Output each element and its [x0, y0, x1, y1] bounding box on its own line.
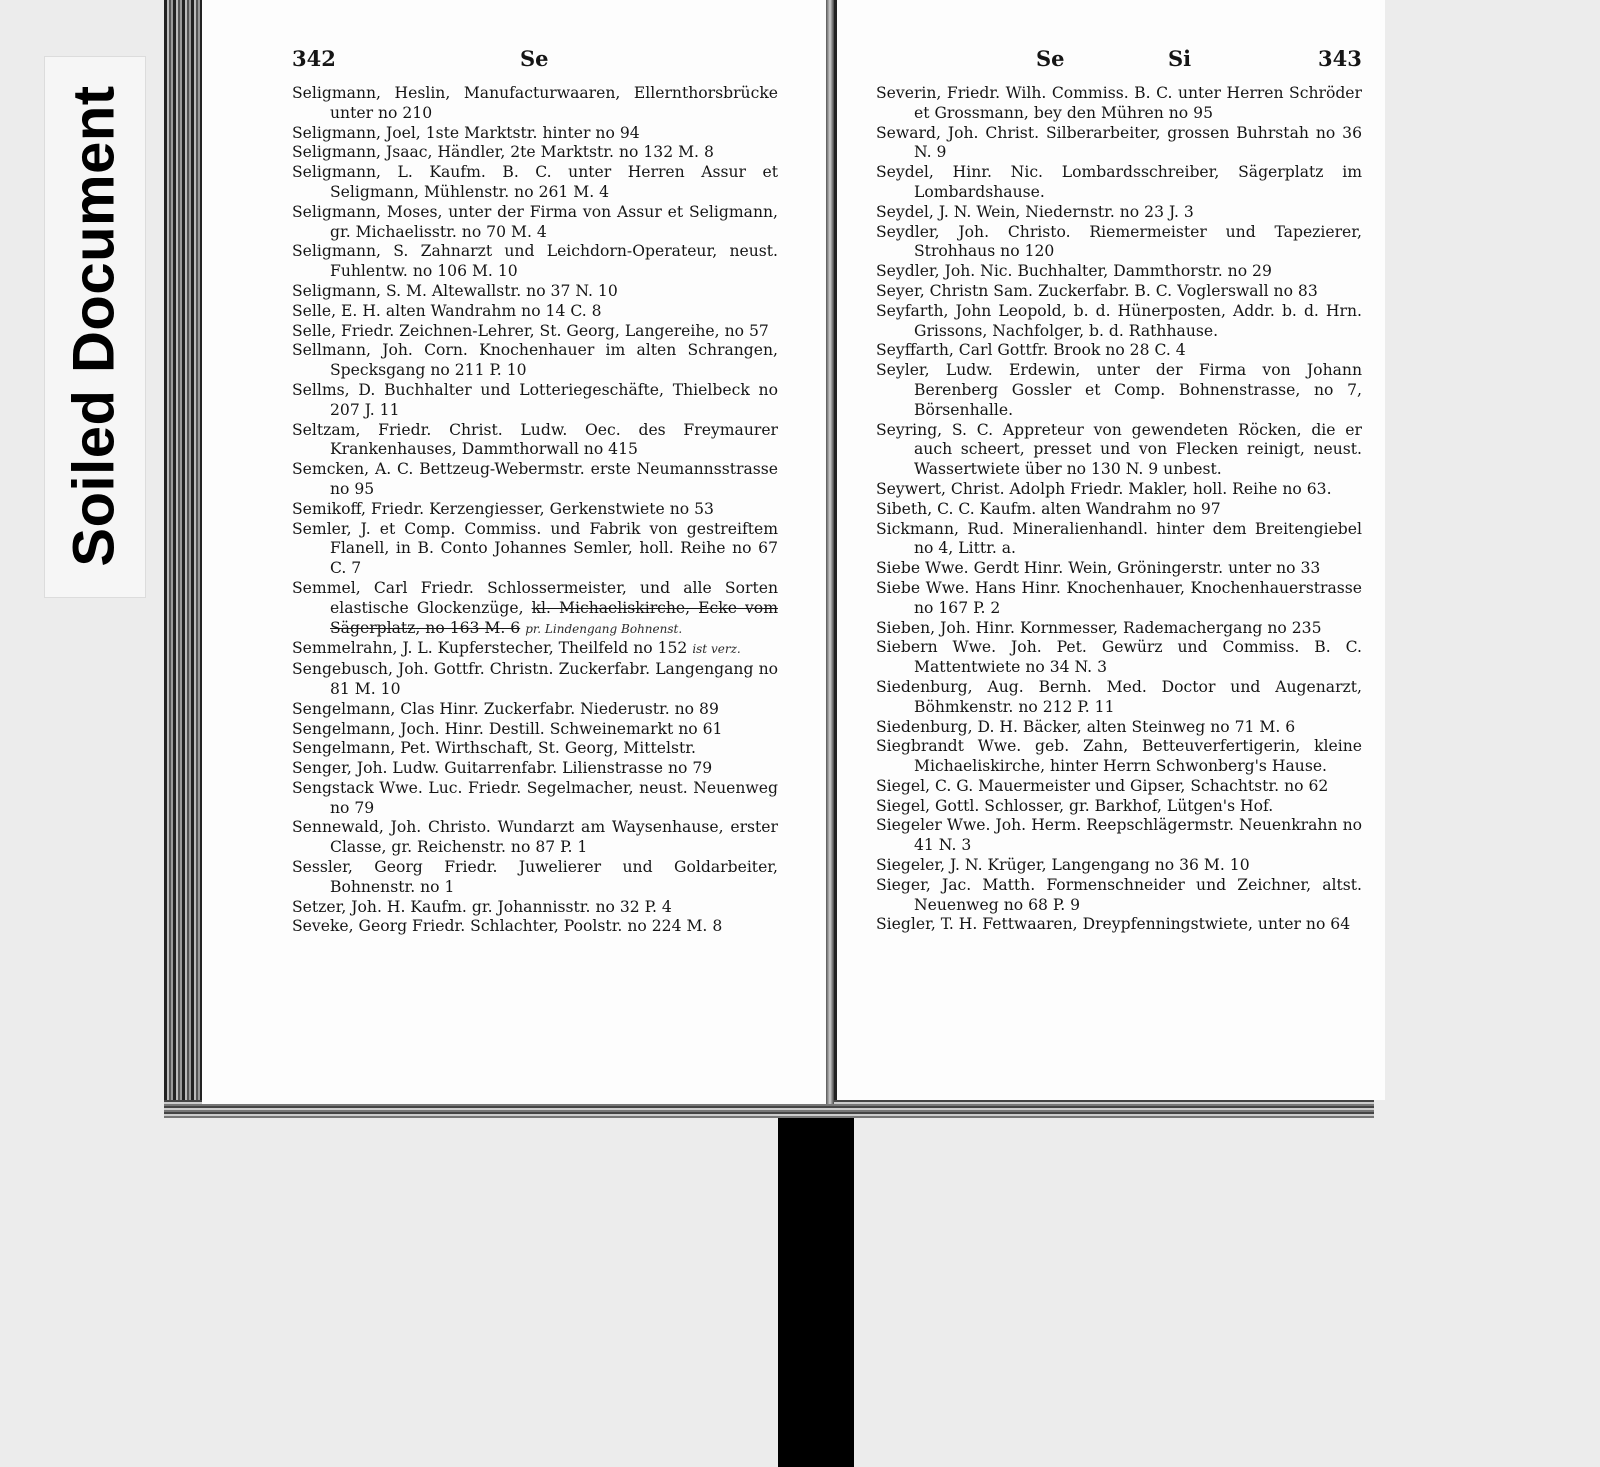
handwritten-annotation: pr. Lindengang Bohnenst. — [525, 621, 683, 636]
entry-text: Sengelmann, Joch. Hinr. Destill. Schweinemarkt no 61 — [292, 719, 723, 738]
entry-text: Seydel, J. N. Wein, Niedernstr. no 23 J. 3 — [876, 202, 1194, 221]
directory-entry — [292, 341, 778, 381]
directory-entry — [292, 639, 778, 660]
right-page-running-head-si: Si — [1168, 46, 1192, 71]
directory-entry — [292, 720, 778, 740]
directory-entry — [292, 282, 778, 302]
entry-text: Semcken, A. C. Bettzeug-Webermstr. erste Neumannsstrasse no 95 — [292, 460, 778, 498]
entry-text: Seydler, Joh. Nic. Buchhalter, Dammthorstr. no 29 — [876, 262, 1272, 281]
entry-text: Seveke, Georg Friedr. Schlachter, Poolstr. no 224 M. 8 — [292, 917, 723, 936]
directory-entry — [876, 619, 1362, 639]
directory-entry — [292, 163, 778, 203]
entry-text: Siedenburg, Aug. Bernh. Med. Doctor und Augenarzt, Böhmkenstr. no 212 P. 11 — [876, 677, 1362, 716]
left-page-number: 342 — [292, 46, 336, 71]
entry-text: Semler, J. et Comp. Commiss. und Fabrik von gestreiftem Flanell, in B. Conto Johannes Semler, holl. Reihe no 67 C. 7 — [292, 519, 778, 578]
entry-text: Sickmann, Rud. Mineralienhandl. hinter dem Breitengiebel no 4, Littr. a. — [876, 519, 1362, 558]
directory-entry — [876, 816, 1362, 856]
directory-entry — [876, 520, 1362, 560]
right-page-header — [876, 46, 1362, 80]
right-page-running-head-se: Se — [1036, 46, 1065, 71]
directory-entry — [876, 638, 1362, 678]
entry-text: Semmelrahn, J. L. Kupferstecher, Theilfeld no 152 — [292, 639, 688, 658]
directory-entry — [876, 915, 1362, 935]
entry-text: Sengelmann, Pet. Wirthschaft, St. Georg, Mittelstr. — [292, 739, 696, 758]
entry-text: Seyfarth, John Leopold, b. d. Hünerposten, Addr. b. d. Hrn. Grissons, Nachfolger, b. d. Rathhause. — [876, 301, 1362, 340]
entry-text: Seligmann, Moses, unter der Firma von Assur et Seligmann, gr. Michaelisstr. no 70 M. 4 — [292, 202, 778, 241]
directory-entry — [876, 203, 1362, 223]
entry-text: Seligmann, L. Kaufm. B. C. unter Herren Assur et Seligmann, Mühlenstr. no 261 M. 4 — [292, 163, 778, 201]
directory-entry — [292, 242, 778, 282]
book-gutter — [826, 0, 834, 1104]
directory-entry — [292, 759, 778, 779]
entry-text: Selle, Friedr. Zeichnen-Lehrer, St. Georg, Langereihe, no 57 — [292, 321, 769, 340]
struck-through-address: kl. Michaeliskirche, Ecke vom Sägerplatz, no 163 M. 6 — [330, 598, 778, 637]
directory-entry — [292, 143, 778, 163]
directory-entry — [292, 818, 778, 858]
entry-text: Sellmann, Joh. Corn. Knochenhauer im alten Schrangen, Specksgang no 211 P. 10 — [292, 341, 778, 380]
entry-text: Seyer, Christn Sam. Zuckerfabr. B. C. Voglerswall no 83 — [876, 281, 1318, 300]
left-page-header — [292, 46, 772, 80]
directory-entry — [292, 917, 778, 937]
entry-text: Sieben, Joh. Hinr. Kornmesser, Rademachergang no 235 — [876, 618, 1322, 637]
directory-entry — [876, 480, 1362, 500]
entry-text: Seyffarth, Carl Gottfr. Brook no 28 C. 4 — [876, 341, 1186, 360]
directory-entry — [292, 700, 778, 720]
soiled-document-label-text: Soiled Document — [61, 85, 127, 567]
directory-entry — [876, 223, 1362, 263]
entry-text: Semikoff, Friedr. Kerzengiesser, Gerkenstwiete no 53 — [292, 499, 714, 518]
directory-entry — [876, 579, 1362, 619]
directory-entry — [292, 779, 778, 819]
directory-entry — [292, 460, 778, 500]
entry-text: Seligmann, Jsaac, Händler, 2te Marktstr. no 132 M. 8 — [292, 143, 714, 162]
directory-entry — [292, 84, 778, 124]
directory-entry — [876, 262, 1362, 282]
entry-text: Senger, Joh. Ludw. Guitarrenfabr. Lilienstrasse no 79 — [292, 759, 713, 778]
directory-entry — [292, 898, 778, 918]
directory-entry — [876, 341, 1362, 361]
directory-entry — [292, 739, 778, 759]
entry-text: Severin, Friedr. Wilh. Commiss. B. C. unter Herren Schröder et Grossmann, bey den Mühren no 95 — [876, 84, 1362, 122]
directory-entry — [876, 282, 1362, 302]
directory-entry — [876, 124, 1362, 164]
directory-entry — [876, 737, 1362, 777]
directory-entry — [292, 322, 778, 342]
left-directory-list — [292, 84, 778, 937]
directory-entry — [876, 421, 1362, 480]
directory-entry — [292, 520, 778, 579]
entry-text: Seligmann, S. M. Altewallstr. no 37 N. 10 — [292, 281, 618, 300]
entry-text: Siegel, C. G. Mauermeister und Gipser, Schachtstr. no 62 — [876, 776, 1329, 795]
entry-text: Sieger, Jac. Matth. Formenschneider und Zeichner, altst. Neuenweg no 68 P. 9 — [876, 875, 1362, 914]
directory-entry — [292, 203, 778, 243]
entry-text: Siedenburg, D. H. Bäcker, alten Steinweg no 71 M. 6 — [876, 717, 1296, 736]
directory-entry — [876, 163, 1362, 203]
entry-text: Sellms, D. Buchhalter und Lotteriegeschäfte, Thielbeck no 207 J. 11 — [292, 380, 778, 419]
entry-text: Siebe Wwe. Gerdt Hinr. Wein, Gröningerstr. unter no 33 — [876, 559, 1321, 578]
entry-text: Seydler, Joh. Christo. Riemermeister und Tapezierer, Strohhaus no 120 — [876, 222, 1362, 261]
directory-entry — [292, 124, 778, 144]
entry-text: Seydel, Hinr. Nic. Lombardsschreiber, Sägerplatz im Lombardshause. — [876, 163, 1362, 201]
directory-entry — [876, 876, 1362, 916]
book-spine-shadow — [778, 1118, 854, 1467]
entry-text: Seyring, S. C. Appreteur von gewendeten Röcken, die er auch scheert, presset und von Flecken reinigt, neust. Wassertwiete über no 130 N. 9 unbest. — [876, 420, 1362, 479]
entry-text: Seyler, Ludw. Erdewin, unter der Firma von Johann Berenberg Gossler et Comp. Bohnenstrasse, no 7, Börsenhalle. — [876, 361, 1362, 419]
entry-text: Siegler, T. H. Fettwaaren, Dreypfenningstwiete, unter no 64 — [876, 915, 1351, 934]
directory-entry — [876, 361, 1362, 420]
right-directory-list — [876, 84, 1362, 935]
directory-entry — [292, 302, 778, 322]
handwritten-annotation: ist verz. — [692, 642, 741, 657]
entry-text: Siegeler Wwe. Joh. Herm. Reepschlägermstr. Neuenkrahn no 41 N. 3 — [876, 816, 1362, 855]
directory-entry — [876, 718, 1362, 738]
directory-entry — [292, 381, 778, 421]
entry-text: Selle, E. H. alten Wandrahm no 14 C. 8 — [292, 301, 602, 320]
entry-text: Sessler, Georg Friedr. Juwelierer und Goldarbeiter, Bohnenstr. no 1 — [292, 858, 778, 896]
entry-text: Sengebusch, Joh. Gottfr. Christn. Zuckerfabr. Langengang no 81 M. 10 — [292, 660, 778, 698]
entry-text: Sengelmann, Clas Hinr. Zuckerfabr. Niederustr. no 89 — [292, 699, 719, 718]
entry-text: Siegeler, J. N. Krüger, Langengang no 36 M. 10 — [876, 856, 1250, 875]
entry-text: Seligmann, Joel, 1ste Marktstr. hinter no 94 — [292, 123, 640, 142]
entry-text: Seligmann, S. Zahnarzt und Leichdorn-Operateur, neust. Fuhlentw. no 106 M. 10 — [292, 242, 778, 281]
left-page-running-head: Se — [520, 46, 549, 71]
directory-entry — [876, 84, 1362, 124]
entry-text: Seywert, Christ. Adolph Friedr. Makler, holl. Reihe no 63. — [876, 479, 1332, 498]
entry-text: Semmel, Carl Friedr. Schlossermeister, und alle Sorten elastische Glockenzüge, — [292, 578, 778, 617]
directory-entry — [292, 579, 778, 639]
entry-text: Siegbrandt Wwe. geb. Zahn, Betteuverfertigerin, kleine Michaeliskirche, hinter Herrn Schwonberg's Hause. — [876, 737, 1362, 776]
directory-entry — [292, 858, 778, 898]
entry-text: Seltzam, Friedr. Christ. Ludw. Oec. des Freymaurer Krankenhauses, Dammthorwall no 415 — [292, 420, 778, 459]
entry-text: Setzer, Joh. H. Kaufm. gr. Johannisstr. no 32 P. 4 — [292, 897, 672, 916]
book-page-edges — [164, 0, 204, 1118]
entry-text: Sibeth, C. C. Kaufm. alten Wandrahm no 97 — [876, 499, 1221, 518]
entry-text: Siebern Wwe. Joh. Pet. Gewürz und Commiss. B. C. Mattentwiete no 34 N. 3 — [876, 638, 1362, 677]
directory-entry — [292, 421, 778, 461]
directory-entry — [876, 302, 1362, 342]
entry-text: Seward, Joh. Christ. Silberarbeiter, grossen Buhrstah no 36 N. 9 — [876, 123, 1362, 162]
right-page-number: 343 — [1318, 46, 1362, 71]
directory-entry — [876, 559, 1362, 579]
directory-entry — [292, 660, 778, 700]
directory-entry — [292, 500, 778, 520]
entry-text: Sennewald, Joh. Christo. Wundarzt am Waysenhause, erster Classe, gr. Reichenstr. no 87 P. 1 — [292, 818, 778, 857]
directory-entry — [876, 856, 1362, 876]
directory-entry — [876, 797, 1362, 817]
directory-entry — [876, 678, 1362, 718]
entry-text: Sengstack Wwe. Luc. Friedr. Segelmacher, neust. Neuenweg no 79 — [292, 778, 778, 817]
directory-entry — [876, 777, 1362, 797]
entry-text: Seligmann, Heslin, Manufacturwaaren, Ellernthorsbrücke unter no 210 — [292, 84, 778, 122]
entry-text: Siebe Wwe. Hans Hinr. Knochenhauer, Knochenhauerstrasse no 167 P. 2 — [876, 578, 1362, 617]
directory-entry — [876, 500, 1362, 520]
entry-text: Siegel, Gottl. Schlosser, gr. Barkhof, Lütgen's Hof. — [876, 796, 1274, 815]
